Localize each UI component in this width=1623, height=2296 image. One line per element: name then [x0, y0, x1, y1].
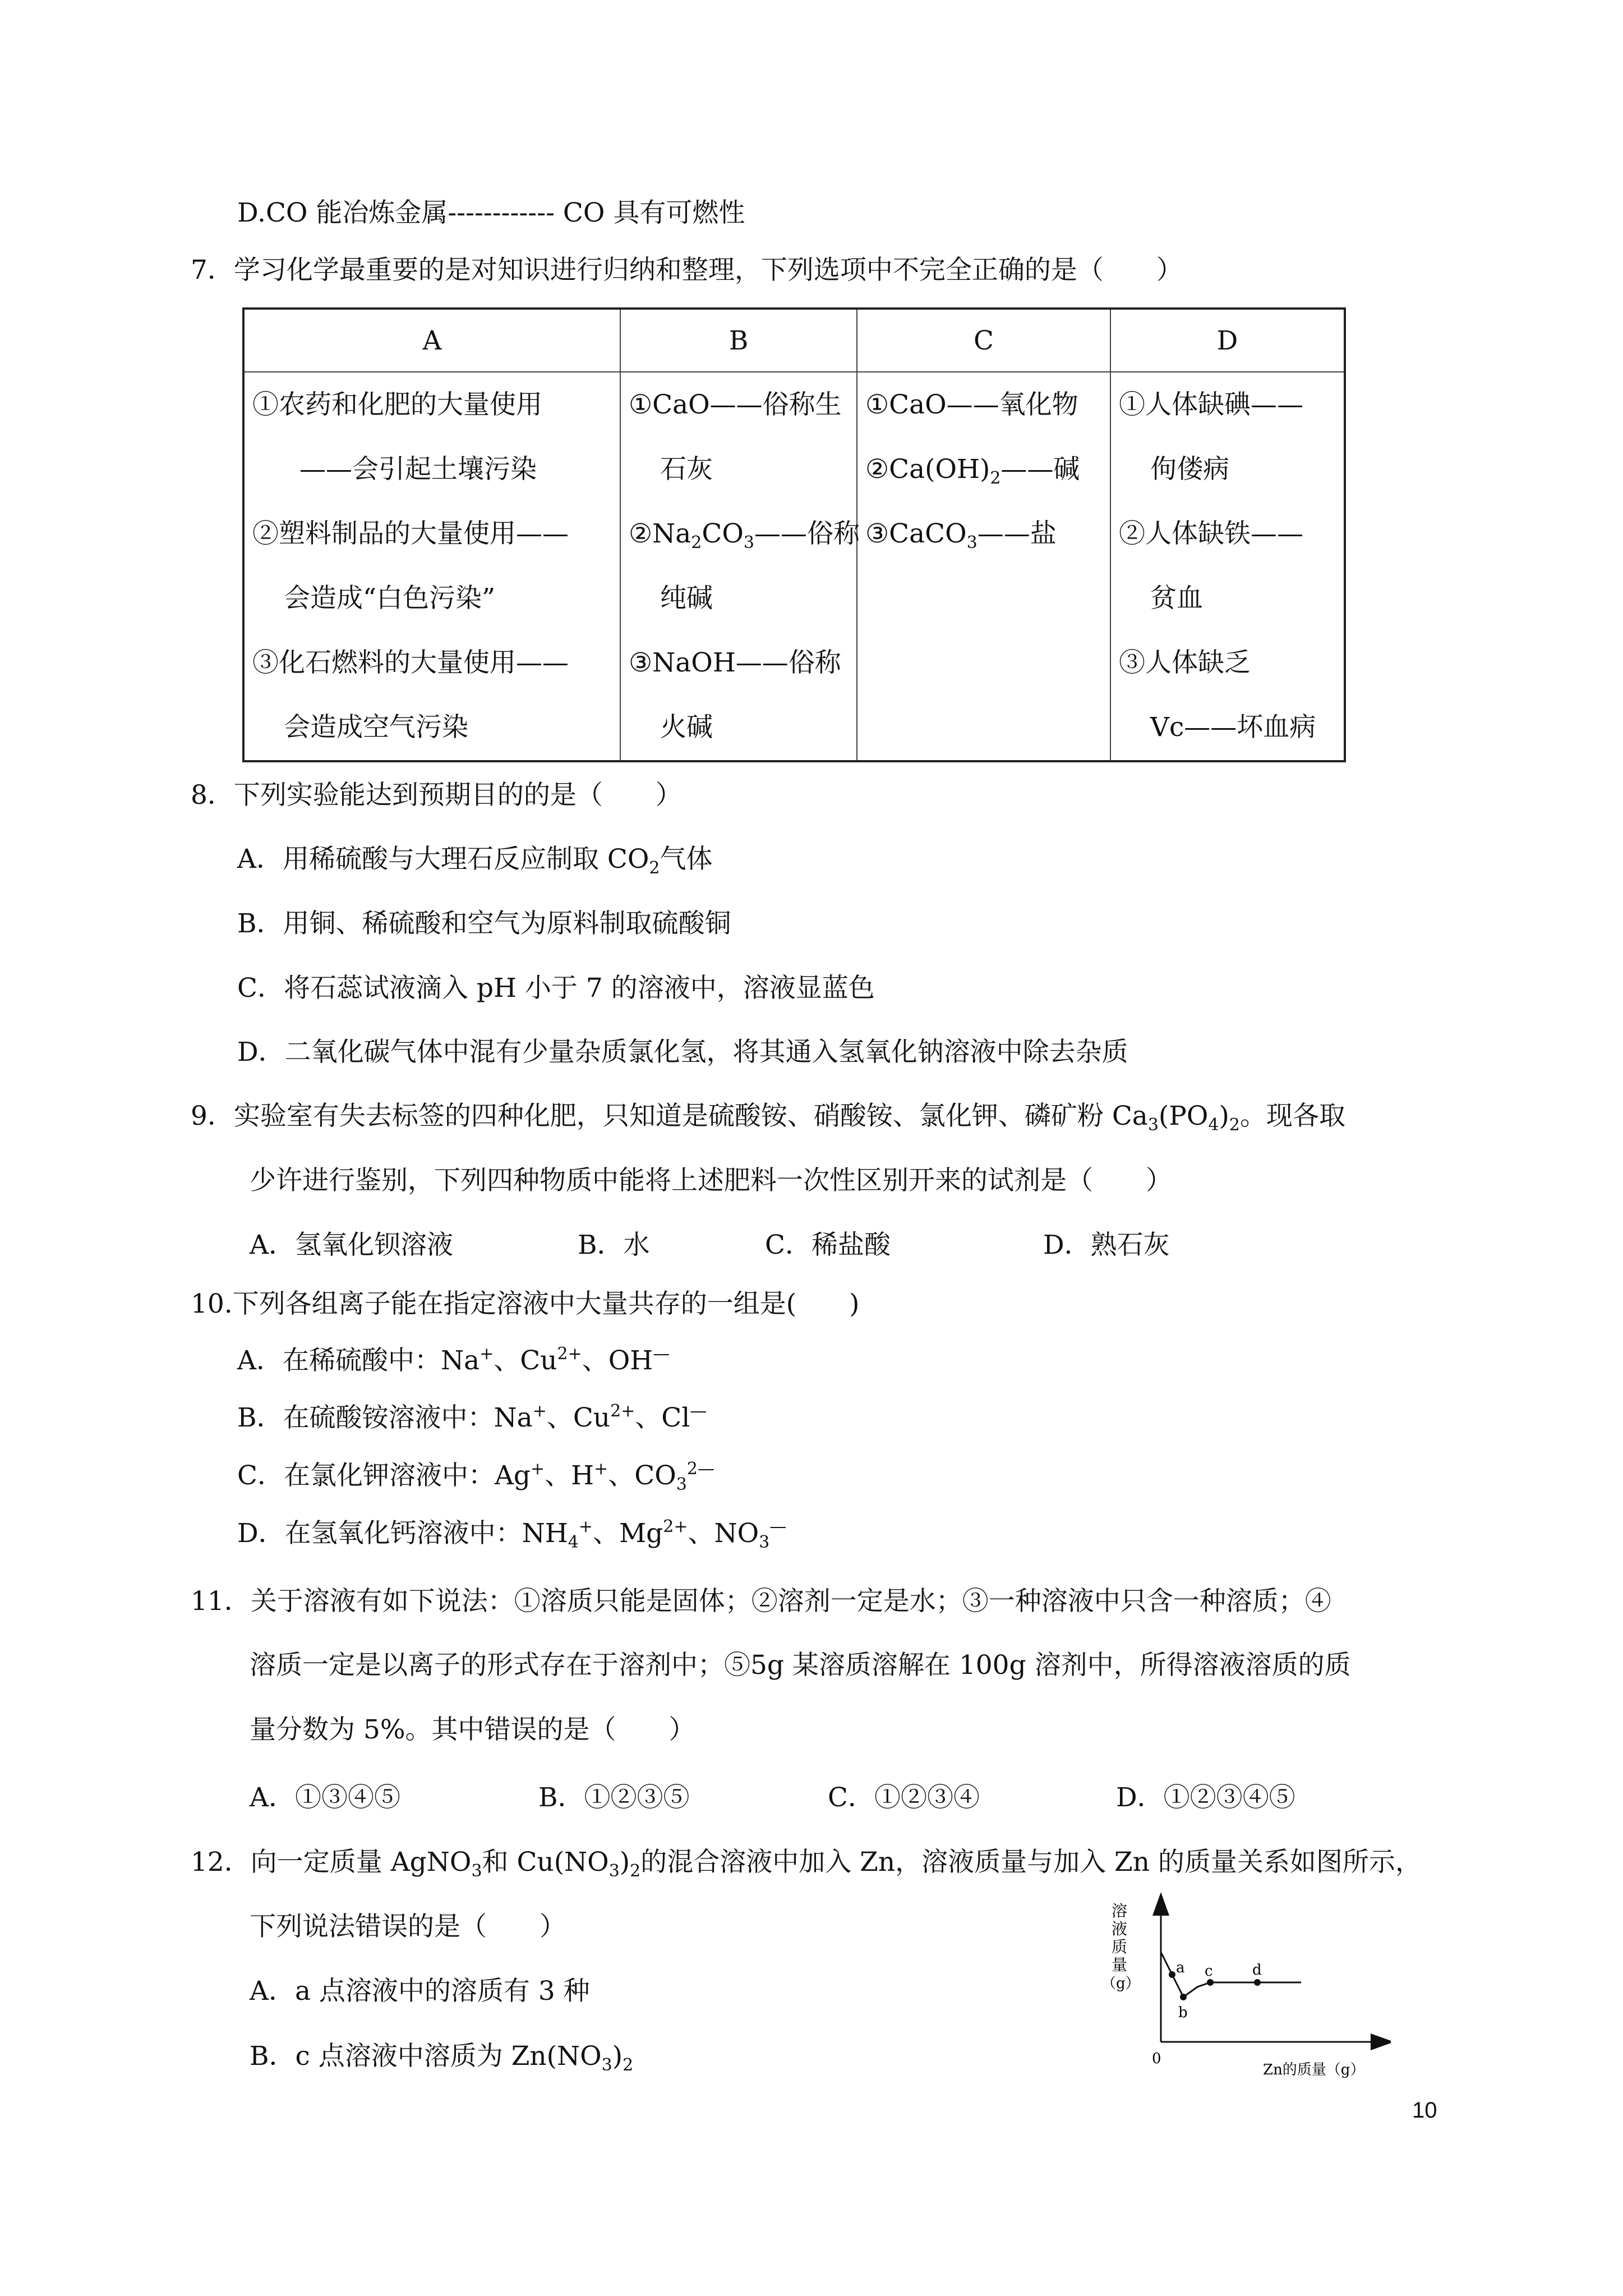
page-number: 10: [1412, 2098, 1437, 2123]
q7-d-line: 贫血: [1150, 583, 1203, 614]
q10-stem: 10.下列各组离子能在指定溶液中大量共存的一组是( ): [191, 1289, 860, 1319]
q10-option-d: D．在氢氧化钙溶液中：$NH_4^+$、$Mg^{2+}$、$NO_3^—$: [237, 1517, 787, 1552]
q12-option-b: B．c 点溶液中溶质为 $Zn(NO_3)_2$: [250, 2041, 634, 2075]
q10-option-a: A．在稀硫酸中：Na+、$Cu^{2+}$、OH—: [237, 1344, 670, 1376]
q7-d-line: Vc——坏血病: [1150, 712, 1316, 743]
graph-point-d: [1254, 1979, 1261, 1986]
q7-cell-c: [857, 372, 1110, 761]
q7-c-line: ①CaO——氧化物: [865, 389, 1078, 420]
q12-graph: [1099, 1892, 1391, 2093]
q7-c-line: ③CaCO$_3$——盐: [865, 518, 1057, 553]
q9-option-c: C．稀盐酸: [765, 1230, 891, 1260]
q9-stem-cont: 少许进行鉴别，下列四种物质中能将上述肥料一次性区别开来的试剂是（ ）: [250, 1165, 1172, 1196]
q10-option-c: C．在氯化钾溶液中：Ag+、H+、$CO_3^{2—}$: [237, 1459, 714, 1494]
graph-point-c: [1207, 1979, 1214, 1986]
q7-a-line: ——会引起土壤污染: [299, 454, 537, 485]
q7-header-a: A: [243, 309, 620, 372]
q7-d-line: ②人体缺铁——: [1119, 518, 1303, 549]
graph-point-b: [1180, 1994, 1187, 2000]
q7-header-c: C: [857, 309, 1110, 372]
q11-stem: 11．关于溶液有如下说法：①溶质只能是固体；②溶剂一定是水；③一种溶液中只含一种溶质；④: [191, 1586, 1331, 1617]
q8-option-a: A．用稀硫酸与大理石反应制取 $CO_2$气体: [237, 844, 713, 878]
q7-table: [242, 307, 1346, 762]
q12-option-a: A．a 点溶液中的溶质有 3 种: [250, 1976, 590, 2007]
q7-d-line: ①人体缺碘——: [1119, 389, 1303, 420]
graph-point-a: [1169, 1971, 1175, 1978]
q7-a-line: ①农药和化肥的大量使用: [252, 389, 542, 420]
q6-option-d: D.CO 能冶炼金属------------ CO 具有可燃性: [237, 197, 745, 228]
q9-option-b: B．水: [578, 1230, 650, 1260]
q11-option-b: B．①②③⑤: [538, 1782, 690, 1813]
q7-a-line: 会造成“白色污染”: [284, 583, 496, 614]
q7-a-line: ②塑料制品的大量使用——: [252, 518, 569, 549]
q7-cell-a: [243, 372, 620, 761]
q8-option-c: C．将石蕊试液滴入 pH 小于 7 的溶液中，溶液显蓝色: [237, 973, 875, 1004]
graph-xlabel: Zn的质量（g）: [1263, 2062, 1365, 2078]
q7-d-line: ③人体缺乏: [1119, 647, 1251, 678]
q9-stem: 9．实验室有失去标签的四种化肥，只知道是硫酸铵、硝酸铵、氯化钾、磷矿粉 $Ca_3(PO_4)_2$。现各取: [191, 1101, 1345, 1135]
graph-label-d: d: [1252, 1962, 1262, 1978]
q7-b-line: 石灰: [660, 454, 713, 485]
q11-stem-cont: 量分数为 5%。其中错误的是（ ）: [250, 1714, 695, 1745]
q12-stem: 12．向一定质量 AgNO$_3$和 $Cu(NO_3)_2$的混合溶液中加入 Zn，溶液质量与加入 Zn 的质量关系如图所示，: [191, 1847, 1422, 1881]
graph-ylabel-char: 液: [1112, 1920, 1128, 1938]
q7-a-line: ③化石燃料的大量使用——: [252, 647, 569, 678]
q7-b-line: 纯碱: [660, 583, 713, 614]
graph-label-c: c: [1205, 1963, 1213, 1980]
q7-cell-d: [1110, 372, 1345, 761]
q8-stem: 8．下列实验能达到预期目的的是（ ）: [191, 780, 682, 811]
q9-option-a: A．氢氧化钡溶液: [250, 1230, 453, 1260]
graph-origin: 0: [1152, 2050, 1161, 2067]
q11-stem-cont: 溶质一定是以离子的形式存在于溶剂中；⑤5g 某溶质溶解在 100g 溶剂中，所得溶液溶质的质: [250, 1650, 1351, 1681]
q11-option-c: C．①②③④: [828, 1782, 980, 1813]
q7-b-line: $②Na_2CO_3——$俗称: [629, 518, 860, 553]
q7-b-line: ③NaOH——俗称: [629, 647, 841, 678]
graph-ylabel-char: 质: [1112, 1938, 1128, 1956]
q7-header-d: D: [1110, 309, 1345, 372]
graph-ylabel-char: 量: [1112, 1955, 1128, 1974]
graph-ylabel-unit: （g）: [1101, 1975, 1140, 1992]
q7-cell-b: [620, 372, 860, 761]
q7-d-line: 佝偻病: [1150, 454, 1229, 485]
q11-option-d: D．①②③④⑤: [1116, 1782, 1295, 1813]
q9-option-d: D．熟石灰: [1043, 1230, 1170, 1260]
graph-label-b: b: [1178, 2004, 1188, 2021]
q7-b-line: 火碱: [660, 712, 713, 743]
graph-label-a: a: [1176, 1959, 1185, 1976]
q7-header-b: B: [620, 309, 857, 372]
q7-a-line: 会造成空气污染: [284, 712, 468, 743]
q10-option-b: B．在硫酸铵溶液中：Na+、$Cu^{2+}$、Cl—: [237, 1401, 707, 1433]
q8-option-d: D．二氧化碳气体中混有少量杂质氯化氢，将其通入氢氧化钠溶液中除去杂质: [237, 1037, 1128, 1068]
q11-option-a: A．①③④⑤: [250, 1782, 400, 1813]
q7-c-line: $②Ca(OH)_2——$碱: [865, 454, 1080, 488]
graph-ylabel-char: 溶: [1112, 1902, 1128, 1920]
q8-option-b: B．用铜、稀硫酸和空气为原料制取硫酸铜: [237, 908, 731, 939]
q12-stem-cont: 下列说法错误的是（ ）: [250, 1911, 566, 1942]
q7-stem: 7．学习化学最重要的是对知识进行归纳和整理，下列选项中不完全正确的是（ ）: [191, 255, 1183, 286]
q7-b-line: ①CaO——俗称生: [629, 389, 842, 420]
